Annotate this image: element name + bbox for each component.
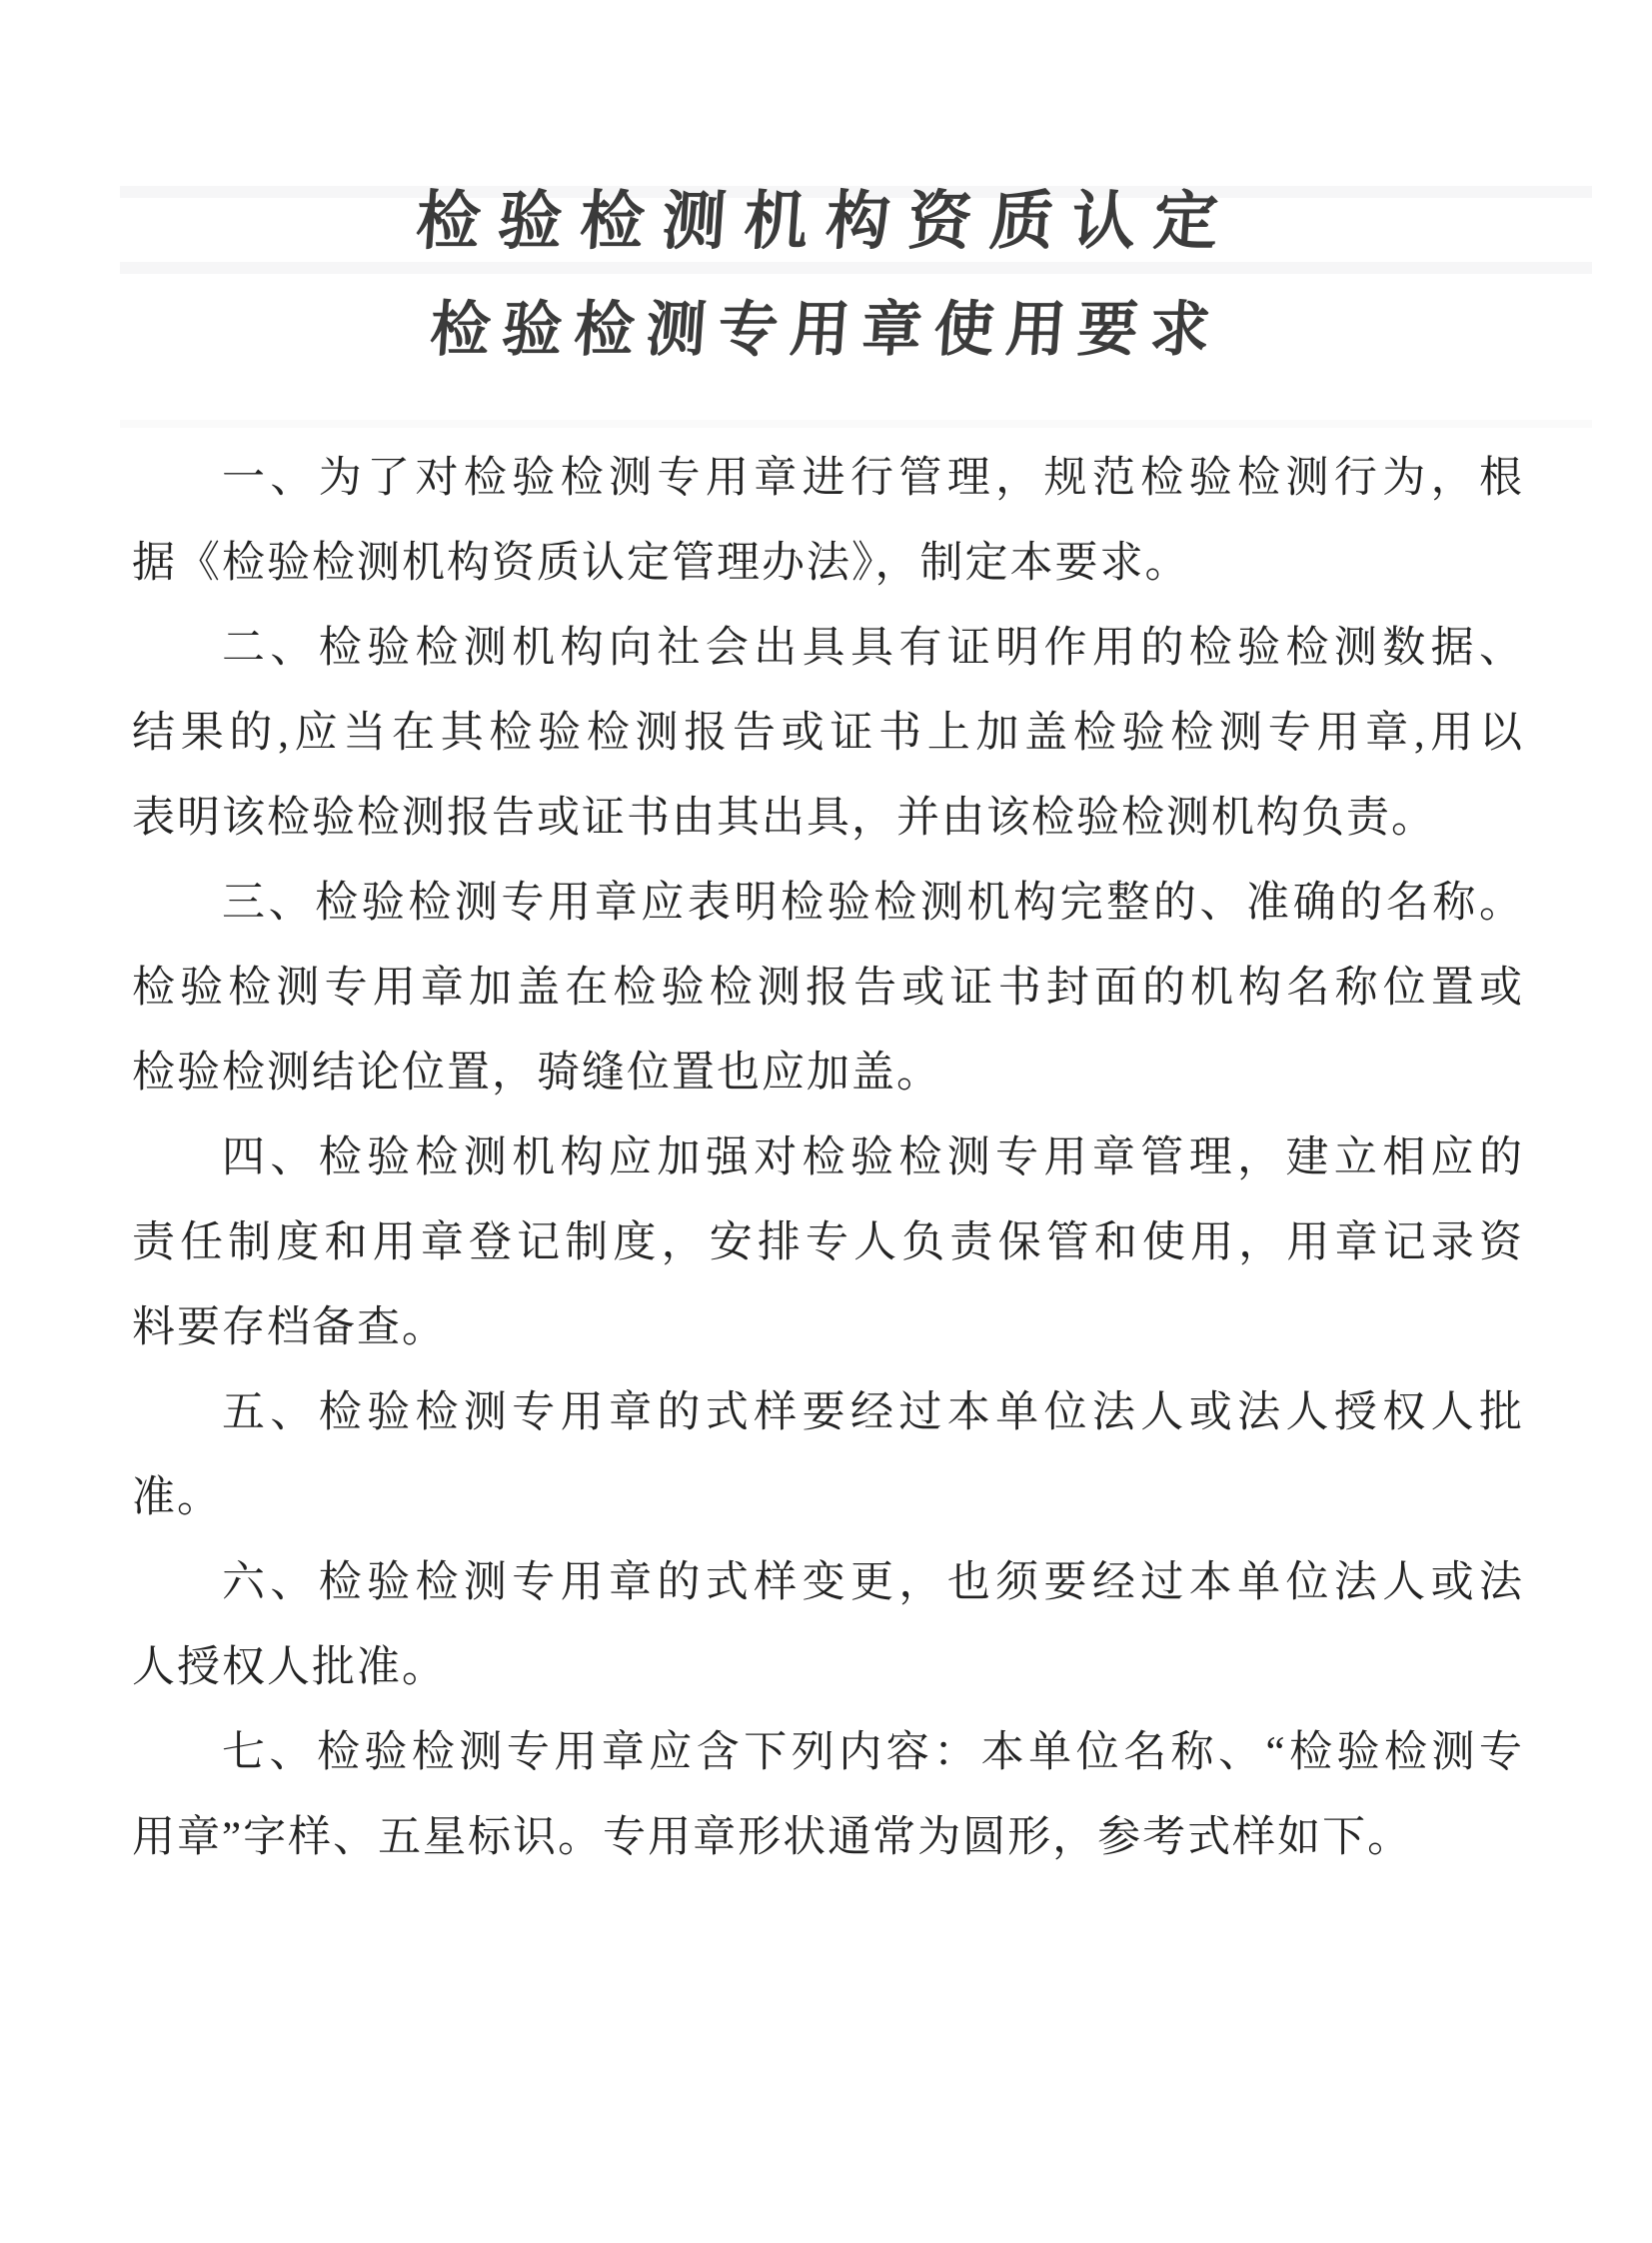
title-line-2: 检验检测专用章使用要求 bbox=[428, 297, 1224, 363]
text-line: 检验检测专用章加盖在检验检测报告或证书封面的机构名称位置或 bbox=[132, 965, 1524, 1012]
text-line: 四、检验检测机构应加强对检验检测专用章管理，建立相应的 bbox=[222, 1134, 1524, 1181]
paragraph-2 bbox=[132, 606, 1524, 861]
text-line: 用章”字样、五星标识。专用章形状通常为圆形，参考式样如下。 bbox=[132, 1814, 1413, 1861]
text-line: 五、检验检测专用章的式样要经过本单位法人或法人授权人批 bbox=[222, 1389, 1524, 1436]
text-line: 结果的,应当在其检验检测报告或证书上加盖检验检测专用章,用以 bbox=[132, 710, 1524, 757]
text-line: 责任制度和用章登记制度，安排专人负责保管和使用，用章记录资 bbox=[132, 1219, 1524, 1266]
paragraph-3 bbox=[132, 861, 1524, 1116]
text-line: 三、检验检测专用章应表明检验检测机构完整的、准确的名称。 bbox=[222, 880, 1524, 927]
paragraph-4 bbox=[132, 1116, 1524, 1370]
paragraph-7 bbox=[132, 1710, 1524, 1880]
paragraph-6 bbox=[132, 1540, 1524, 1710]
text-line: 六、检验检测专用章的式样变更，也须要经过本单位法人或法 bbox=[222, 1559, 1524, 1606]
text-line: 一、为了对检验检测专用章进行管理，规范检验检测行为，根 bbox=[222, 455, 1524, 502]
scan-artifact-band bbox=[120, 420, 1592, 428]
title-line-1: 检验检测机构资质认定 bbox=[414, 186, 1239, 257]
text-line: 料要存档备查。 bbox=[132, 1304, 447, 1351]
document-title bbox=[0, 0, 1652, 384]
text-line: 据《检验检测机构资质认定管理办法》，制定本要求。 bbox=[132, 540, 1190, 587]
text-line: 七、检验检测专用章应含下列内容：本单位名称、“检验检测专 bbox=[222, 1729, 1524, 1776]
text-line: 检验检测结论位置，骑缝位置也应加盖。 bbox=[132, 1050, 941, 1097]
paragraph-5 bbox=[132, 1370, 1524, 1540]
text-line: 准。 bbox=[132, 1474, 222, 1521]
text-line: 人授权人批准。 bbox=[132, 1644, 447, 1691]
document-body bbox=[132, 436, 1524, 1880]
paragraph-1 bbox=[132, 436, 1524, 606]
text-line: 表明该检验检测报告或证书由其出具，并由该检验检测机构负责。 bbox=[132, 795, 1436, 842]
text-line: 二、检验检测机构向社会出具具有证明作用的检验检测数据、 bbox=[222, 625, 1524, 672]
